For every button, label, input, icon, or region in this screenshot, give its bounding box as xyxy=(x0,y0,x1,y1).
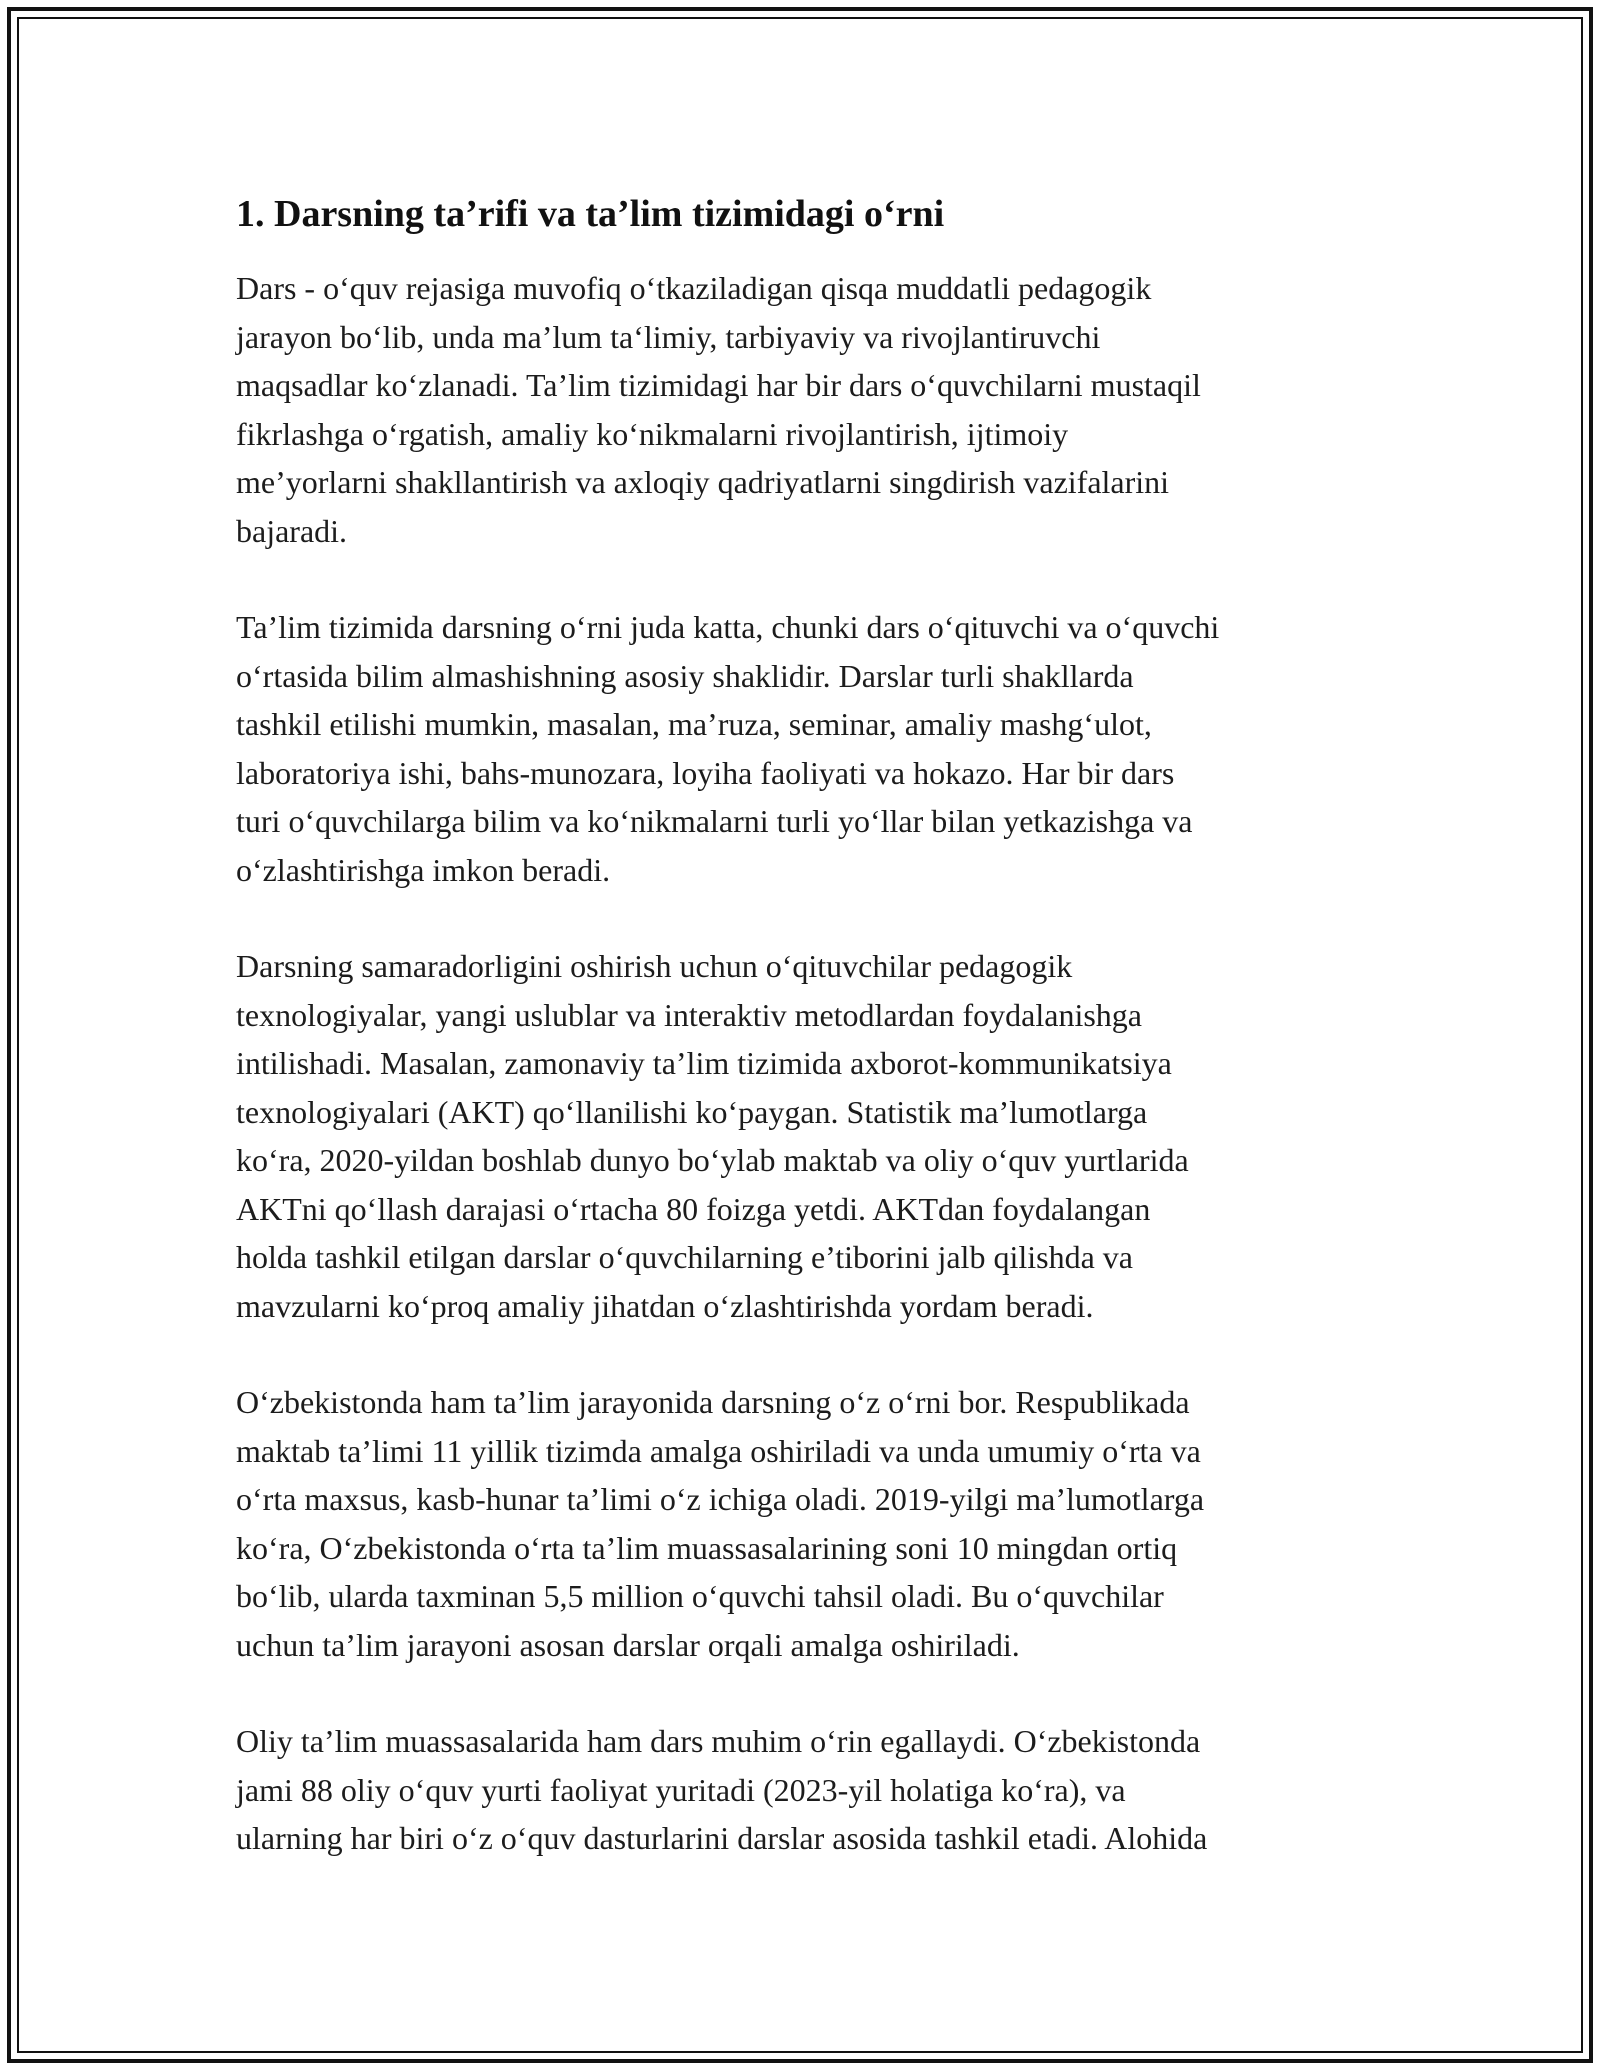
text-line: jarayon bo‘lib, unda ma’lum ta‘limiy, tarbiyaviy va rivojlantiruvchi xyxy=(236,318,1101,355)
section-heading: 1. Darsning ta’rifi va ta’lim tizimidagi o‘rni xyxy=(236,193,945,235)
text-line: maktab ta’limi 11 yillik tizimda amalga oshiriladi va unda umumiy o‘rta va xyxy=(236,1432,1201,1469)
document-body xyxy=(236,188,1366,1911)
text-line: bajaradi. xyxy=(236,512,348,549)
paragraph-3 xyxy=(236,942,1366,1330)
text-line: holda tashkil etilgan darslar o‘quvchilarning e’tiborini jalb qilishda va xyxy=(236,1239,1133,1275)
paragraph-1 xyxy=(236,264,1366,555)
text-line: bo‘lib, ularda taxminan 5,5 million o‘quvchi tahsil oladi. Bu o‘quvchilar xyxy=(236,1578,1164,1614)
text-line: Darsning samaradorligini oshirish uchun o‘qituvchilar pedagogik xyxy=(236,948,1073,984)
paragraph-4 xyxy=(236,1378,1366,1669)
text-line: intilishadi. Masalan, zamonaviy ta’lim tizimida axborot-kommunikatsiya xyxy=(236,1045,1172,1081)
text-line: texnologiyalar, yangi uslublar va interaktiv metodlardan foydalanishga xyxy=(236,996,1142,1033)
text-line: ularning har biri o‘z o‘quv dasturlarini darslar asosida tashkil etadi. Alohida xyxy=(236,1820,1208,1856)
text-line: texnologiyalari (AKT) qo‘llanilishi ko‘paygan. Statistik ma’lumotlarga xyxy=(236,1093,1148,1130)
text-line: maqsadlar ko‘zlanadi. Ta’lim tizimidagi har bir dars o‘quvchilarni mustaqil xyxy=(236,367,1201,403)
text-line: ko‘ra, 2020-yildan boshlab dunyo bo‘ylab maktab va oliy o‘quv yurtlarida xyxy=(236,1142,1189,1178)
text-line: o‘rtasida bilim almashishning asosiy shaklidir. Darslar turli shakllarda xyxy=(236,657,1134,694)
text-line: o‘zlashtirishga imkon beradi. xyxy=(236,851,611,888)
text-line: fikrlashga o‘rgatish, amaliy ko‘nikmalarni rivojlantirish, ijtimoiy xyxy=(236,415,1069,452)
text-line: Oliy ta’lim muassasalarida ham dars muhim o‘rin egallaydi. O‘zbekistonda xyxy=(236,1723,1201,1759)
text-line: me’yorlarni shakllantirish va axloqiy qadriyatlarni singdirish vazifalarini xyxy=(236,464,1170,500)
text-line: uchun ta’lim jarayoni asosan darslar orqali amalga oshiriladi. xyxy=(236,1626,1020,1663)
text-line: Dars - o‘quv rejasiga muvofiq o‘tkaziladigan qisqa muddatli pedagogik xyxy=(236,270,1152,306)
text-line: ko‘ra, O‘zbekistonda o‘rta ta’lim muassasalarining soni 10 mingdan ortiq xyxy=(236,1529,1178,1566)
text-line: jami 88 oliy o‘quv yurti faoliyat yuritadi (2023-yil holatiga ko‘ra), va xyxy=(236,1771,1126,1808)
text-line: O‘zbekistonda ham ta’lim jarayonida darsning o‘z o‘rni bor. Respublikada xyxy=(236,1384,1190,1420)
text-line: turi o‘quvchilarga bilim va ko‘nikmalarni turli yo‘llar bilan yetkazishga va xyxy=(236,803,1193,839)
text-line: tashkil etilishi mumkin, masalan, ma’ruza, seminar, amaliy mashg‘ulot, xyxy=(236,706,1152,742)
text-line: AKTni qo‘llash darajasi o‘rtacha 80 foizga yetdi. AKTdan foydalangan xyxy=(236,1190,1151,1227)
text-line: mavzularni ko‘proq amaliy jihatdan o‘zlashtirishda yordam beradi. xyxy=(236,1287,1094,1324)
text-line: laboratoriya ishi, bahs-munozara, loyiha faoliyati va hokazo. Har bir dars xyxy=(236,754,1175,791)
text-line: Ta’lim tizimida darsning o‘rni juda katta, chunki dars o‘qituvchi va o‘quvchi xyxy=(236,609,1220,645)
text-line: o‘rta maxsus, kasb-hunar ta’limi o‘z ichiga oladi. 2019-yilgi ma’lumotlarga xyxy=(236,1481,1205,1517)
paragraph-2 xyxy=(236,603,1366,894)
paragraph-5 xyxy=(236,1717,1366,1863)
